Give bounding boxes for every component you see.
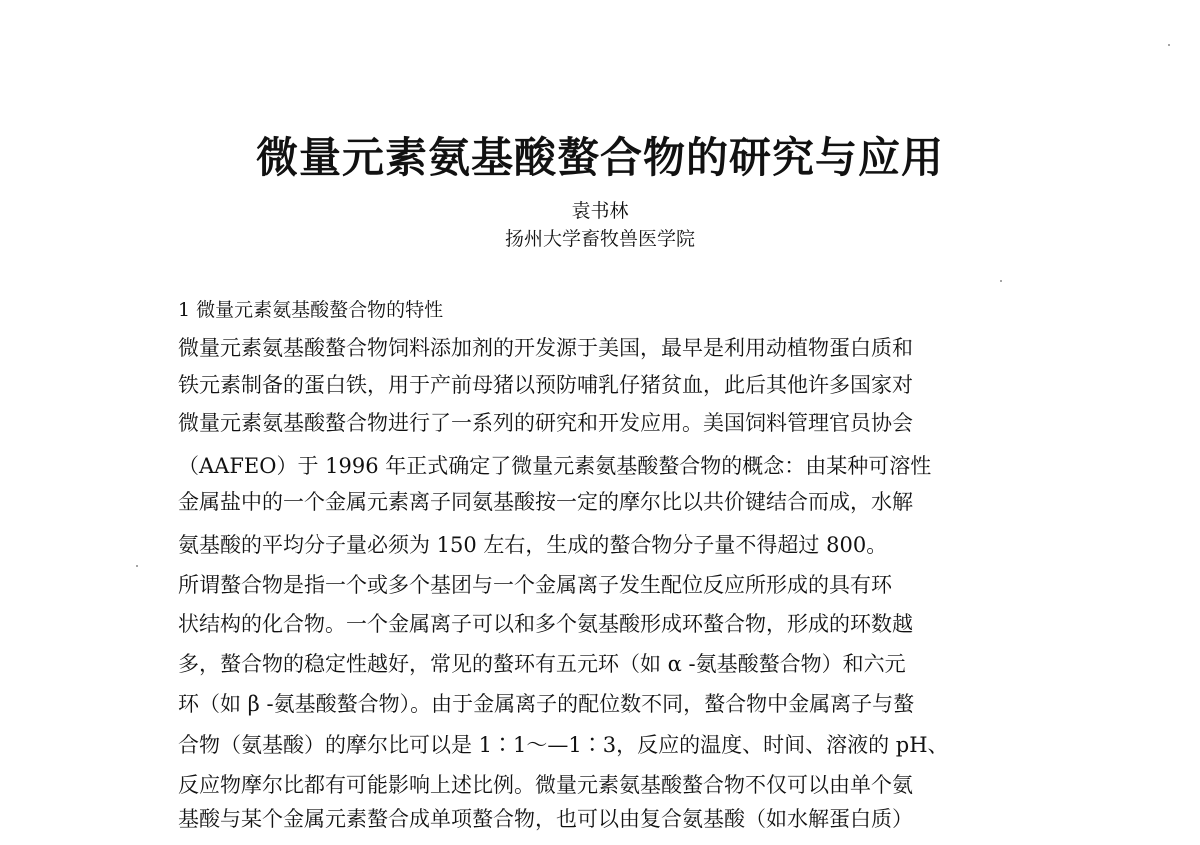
paragraph-line: 铁元素制备的蛋白铁，用于产前母猪以预防哺乳仔猪贫血，此后其他许多国家对 xyxy=(178,373,913,397)
paragraph-line: 多，螯合物的稳定性越好，常见的螯环有五元环（如 α -氨基酸螯合物）和六元 xyxy=(178,652,906,676)
paragraph-line: 所谓螯合物是指一个或多个基团与一个金属离子发生配位反应所形成的具有环 xyxy=(178,573,892,597)
author-affiliation: 扬州大学畜牧兽医学院 xyxy=(504,228,695,250)
paragraph-line: 氨基酸的平均分子量必须为 150 左右，生成的螯合物分子量不得超过 800。 xyxy=(178,533,888,557)
paragraph-line: 基酸与某个金属元素螯合成单项螯合物，也可以由复合氨基酸（如水解蛋白质） xyxy=(178,807,913,831)
paragraph-line: 金属盐中的一个金属元素离子同氨基酸按一定的摩尔比以共价键结合而成，水解 xyxy=(178,490,913,514)
scan-speck xyxy=(136,565,138,567)
page-title: 微量元素氨基酸螯合物的研究与应用 xyxy=(255,133,944,182)
author-name: 袁书林 xyxy=(571,200,629,222)
paragraph-line: 合物（氨基酸）的摩尔比可以是 1∶1～—1∶3，反应的温度、时间、溶液的 pH、 xyxy=(178,733,949,757)
paragraph-line: 微量元素氨基酸螯合物饲料添加剂的开发源于美国，最早是利用动植物蛋白质和 xyxy=(178,336,913,360)
paragraph-line: 反应物摩尔比都有可能影响上述比例。微量元素氨基酸螯合物不仅可以由单个氨 xyxy=(178,773,913,797)
paragraph-line: 状结构的化合物。一个金属离子可以和多个氨基酸形成环螯合物，形成的环数越 xyxy=(178,612,913,636)
scan-speck xyxy=(1168,44,1170,46)
section-heading: 1 微量元素氨基酸螯合物的特性 xyxy=(178,299,444,321)
paragraph-line: 环（如 β -氨基酸螯合物）。由于金属离子的配位数不同，螯合物中金属离子与螯 xyxy=(178,692,915,716)
paragraph-line: 微量元素氨基酸螯合物进行了一系列的研究和开发应用。美国饲料管理官员协会 xyxy=(178,411,913,435)
scan-speck xyxy=(1000,280,1002,282)
paragraph-line: （AAFEO）于 1996 年正式确定了微量元素氨基酸螯合物的概念：由某种可溶性 xyxy=(178,454,932,478)
